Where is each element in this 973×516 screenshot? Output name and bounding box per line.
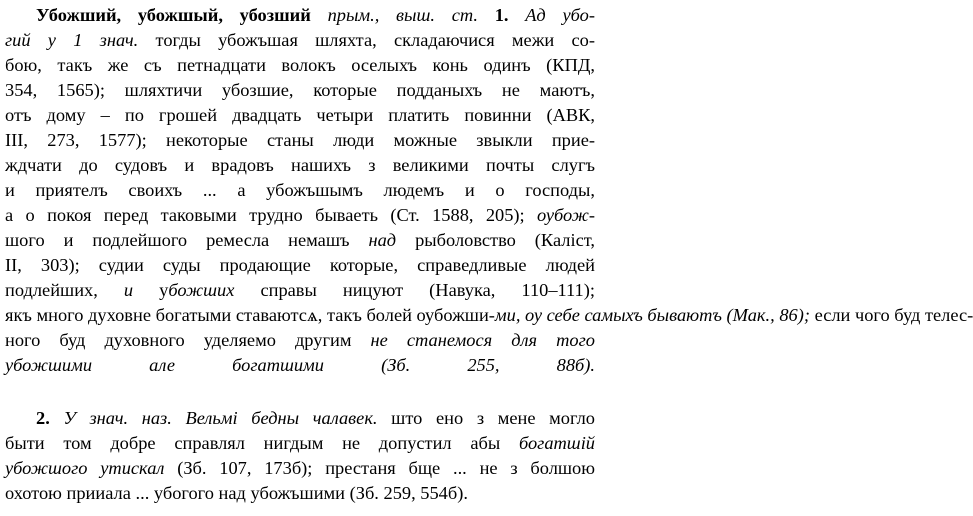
entry-line-3: бою, такъ же съ петнадцати волокъ оселыхъ конь одинъ (КПД, (5, 55, 595, 75)
entry-line-15: убожшими але богатшими (Зб. 255, 88б). (5, 355, 595, 375)
sense-2-definition: У знач. наз. Вельмі бедны чалавек. (63, 408, 378, 428)
entry-line-2: гий у 1 знач. тогды убожъшая шляхта, складаючися межи со- (5, 30, 595, 50)
entry-line-13: якъ много духовне богатыми ставаютсѧ, такъ болей оубожши-ми, оу себе самыхъ бываютъ (Мак., 86); если чого буд телес- (5, 305, 973, 325)
entry-line-18: быти том добре справлял нигдым не допустил абы богатшій (5, 433, 595, 453)
entry-line-20: охотою прииала ... убогого над убожъшими (Зб. 259, 554б). (5, 483, 468, 503)
sense-1-number: 1. (494, 5, 509, 25)
sense-1-definition: Ад убо- (525, 5, 595, 25)
entry-line-8: и приятелъ своихъ ... а убожъшымъ людемъ и о господы, (5, 180, 595, 200)
entry-line-10: шого и подлейшого ремесла немашъ над рыболовство (Каліст, (5, 230, 595, 250)
entry-line-4: 354, 1565); шляхтичи убозшие, которые подданыхъ не маютъ, (5, 80, 595, 100)
entry-line-6: III, 273, 1577); некоторые станы люди можные звыкли прие- (5, 130, 595, 150)
entry-headword: Убожший, убожшый, убозший (36, 5, 311, 25)
entry-line-17: 2. У знач. наз. Вельмі бедны чалавек. што ено з мене могло (36, 408, 595, 428)
entry-line-9: а о покоя перед таковыми трудно бываеть (Ст. 1588, 205); оубож- (5, 205, 595, 225)
entry-line-12: подлейших, и убожших справы ницуют (Навука, 110–111); (5, 280, 595, 300)
entry-line-5: отъ дому – по грошей двадцать четыри платить повинни (АВК, (5, 105, 595, 125)
entry-line-19: убожшого утискал (Зб. 107, 173б); престаня бще ... не з болшою (5, 458, 595, 478)
entry-line-11: II, 303); судии суды продающие которые, справедливые людей (5, 255, 595, 275)
entry-line-7: ждчати до судовъ и врадовъ нашихъ з великими почты слугъ (5, 155, 595, 175)
grammar-label: прым., выш. ст. (327, 5, 478, 25)
entry-line-14: ного буд духовного уделяемо другим не станемося для того (5, 330, 595, 350)
sense-2-number: 2. (36, 408, 50, 428)
entry-line-1 (36, 5, 595, 26)
